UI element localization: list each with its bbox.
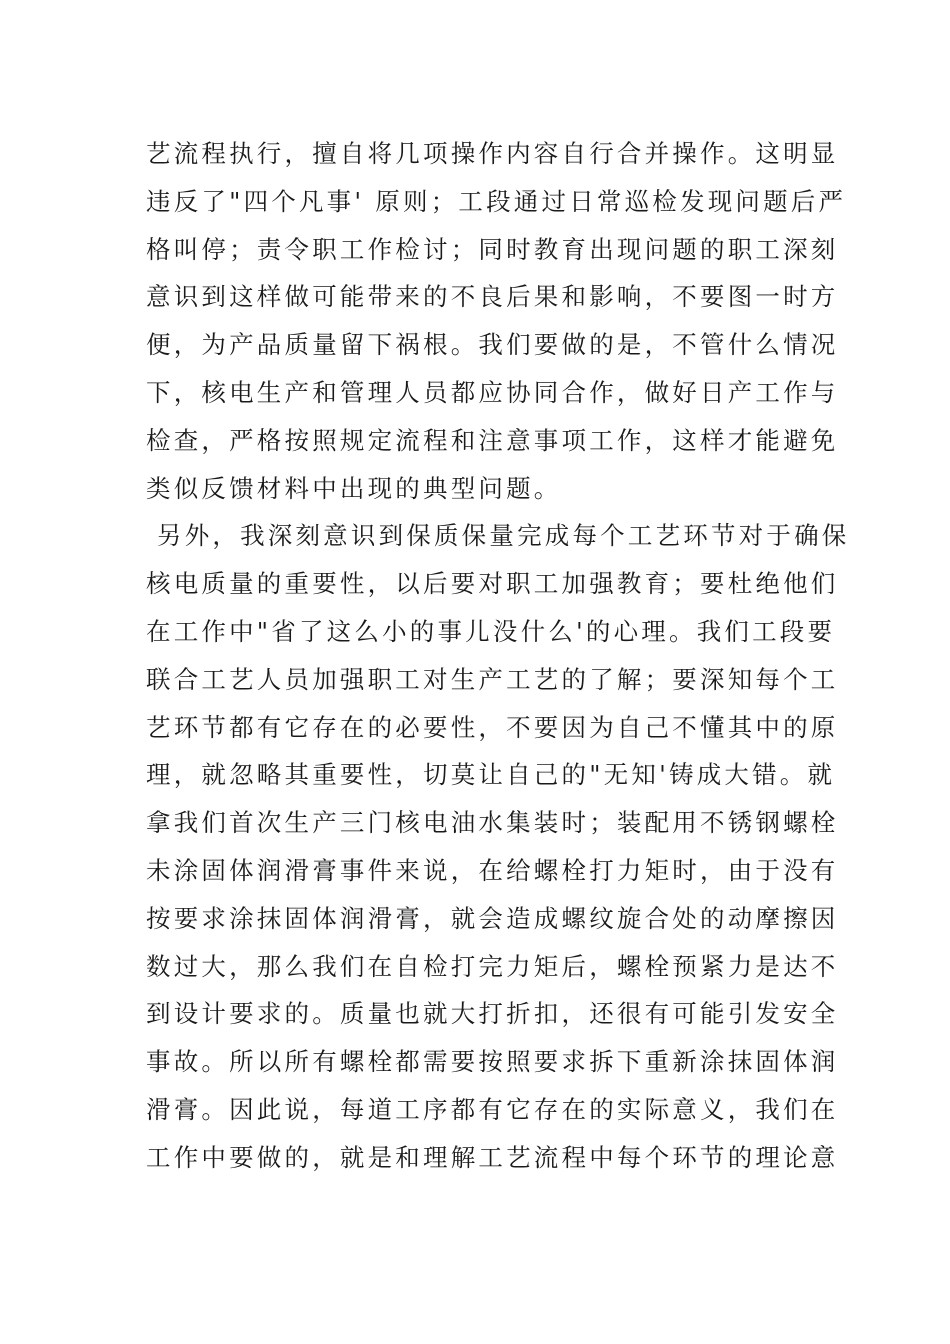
text-line-15: 拿我们首次生产三门核电油水集装时；装配用不锈钢螺栓: [146, 808, 839, 838]
text-line-2: 违反了"四个凡事' 原则；工段通过日常巡检发现问题后严: [146, 186, 847, 216]
text-line-22: 工作中要做的，就是和理解工艺流程中每个环节的理论意: [146, 1142, 839, 1172]
text-line-3: 格叫停；责令职工作检讨；同时教育出现问题的职工深刻: [146, 234, 839, 264]
text-line-21: 滑膏。因此说，每道工序都有它存在的实际意义，我们在: [146, 1094, 839, 1124]
text-line-19: 到设计要求的。质量也就大打折扣，还很有可能引发安全: [146, 999, 839, 1029]
text-line-7: 检查，严格按照规定流程和注意事项工作，这样才能避免: [146, 425, 839, 455]
text-line-14: 理，就忽略其重要性，切莫让自己的"无知'铸成大错。就: [146, 760, 836, 790]
text-line-5: 便，为产品质量留下祸根。我们要做的是，不管什么情况: [146, 330, 839, 360]
text-line-11: 在工作中"省了这么小的事儿没什么'的心理。我们工段要: [146, 616, 836, 646]
text-line-1: 艺流程执行，擅自将几项操作内容自行合并操作。这明显: [146, 139, 839, 168]
text-line-13: 艺环节都有它存在的必要性，不要因为自己不懂其中的原: [146, 712, 839, 742]
text-line-18: 数过大，那么我们在自检打完力矩后，螺栓预紧力是达不: [146, 951, 839, 981]
text-line-10: 核电质量的重要性，以后要对职工加强教育；要杜绝他们: [146, 569, 839, 599]
text-line-9: 另外，我深刻意识到保质保量完成每个工艺环节对于确保: [146, 521, 850, 551]
text-line-4: 意识到这样做可能带来的不良后果和影响，不要图一时方: [146, 282, 839, 312]
text-line-17: 按要求涂抹固体润滑膏，就会造成螺纹旋合处的动摩擦因: [146, 903, 839, 933]
text-line-8: 类似反馈材料中出现的典型问题。: [146, 473, 562, 503]
body-text: [146, 130, 850, 1182]
text-line-20: 事故。所以所有螺栓都需要按照要求拆下重新涂抹固体润: [146, 1047, 839, 1077]
text-line-6: 下，核电生产和管理人员都应协同合作，做好日产工作与: [146, 377, 839, 407]
text-line-12: 联合工艺人员加强职工对生产工艺的了解；要深知每个工: [146, 664, 839, 694]
text-line-16: 未涂固体润滑膏事件来说，在给螺栓打力矩时，由于没有: [146, 855, 839, 885]
